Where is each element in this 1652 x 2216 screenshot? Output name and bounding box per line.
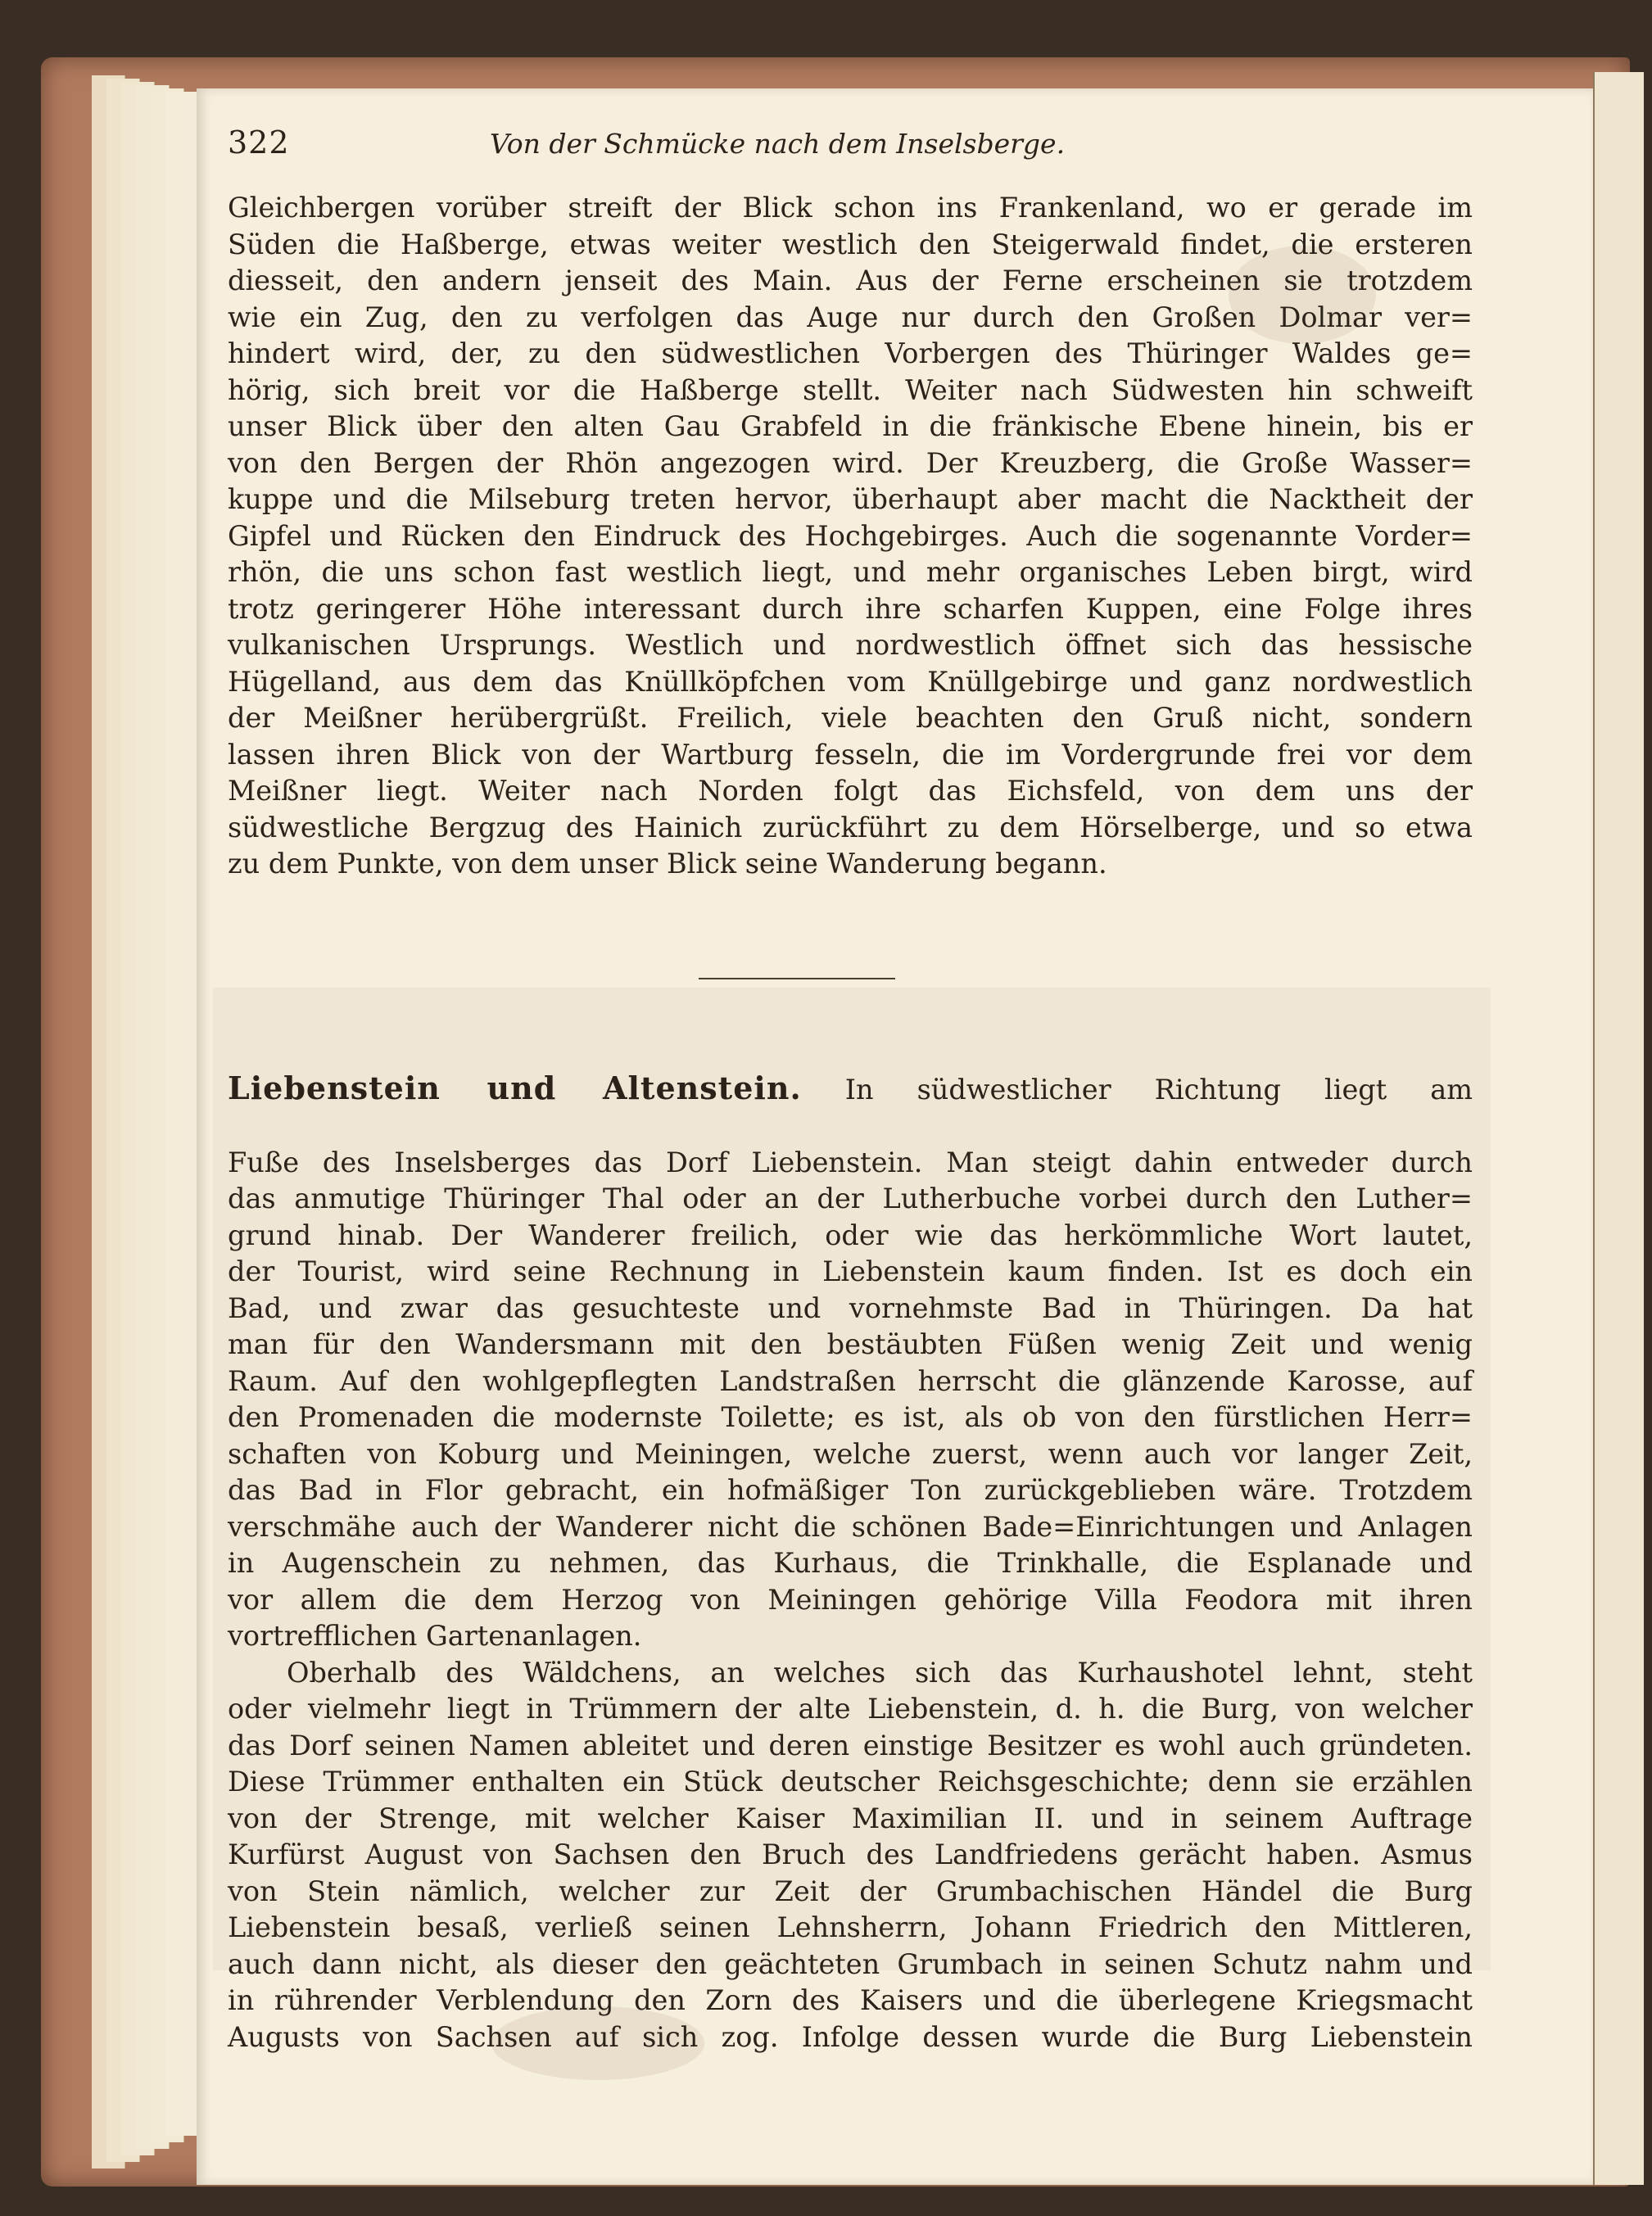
text-line: wie ein Zug, den zu verfolgen das Auge nur durch den Großen Dolmar ver= [228, 301, 1473, 333]
text-line: das Dorf seinen Namen ableitet und deren einstige Besitzer es wohl auch gründeten. [228, 1729, 1473, 1761]
text-line: der Tourist, wird seine Rechnung in Liebenstein kaum finden. Ist es doch ein [228, 1255, 1473, 1287]
text-line: von der Strenge, mit welcher Kaiser Maximilian II. und in seinem Auftrage [228, 1802, 1473, 1834]
text-line: Kurfürst August von Sachsen den Bruch des Landfriedens gerächt haben. Asmus [228, 1838, 1473, 1870]
section-divider [699, 978, 895, 979]
text-line: Diese Trümmer enthalten ein Stück deutscher Reichsgeschichte; denn sie erzählen [228, 1766, 1473, 1798]
text-line: vortrefflichen Gartenanlagen. [228, 1620, 642, 1652]
text-line: Gleichbergen vorüber streift der Blick schon ins Frankenland, wo er gerade im [228, 192, 1473, 224]
text-line: südwestliche Bergzug des Hainich zurückführt zu dem Hörselberge, und so etwa [228, 811, 1473, 843]
text-line: Meißner liegt. Weiter nach Norden folgt das Eichsfeld, von dem uns der [228, 775, 1473, 807]
text-line: von den Bergen der Rhön angezogen wird. Der Kreuzberg, die Große Wasser= [228, 446, 1473, 479]
text-line: hörig, sich breit vor die Haßberge stellt. Weiter nach Südwesten hin schweift [228, 373, 1473, 406]
text-line: man für den Wandersmann mit den bestäubten Füßen wenig Zeit und wenig [228, 1328, 1473, 1360]
text-line: vulkanischen Ursprungs. Westlich und nordwestlich öffnet sich das hessische [228, 629, 1473, 661]
text-line: Hügelland, aus dem das Knüllköpfchen vom Knüllgebirge und ganz nordwestlich [228, 665, 1473, 698]
page-number: 322 [228, 124, 290, 161]
running-head: Von der Schmücke nach dem Inselsberge. [489, 128, 1066, 160]
text-line: Süden die Haßberge, etwas weiter westlich den Steigerwald findet, die ersteren [228, 228, 1473, 260]
text-line: diesseit, den andern jenseit des Main. Aus der Ferne erscheinen sie trotzdem [228, 265, 1473, 296]
text-line: grund hinab. Der Wanderer freilich, oder wie das herkömmliche Wort lautet, [228, 1219, 1473, 1251]
text-line: kuppe und die Milseburg treten hervor, überhaupt aber macht die Nacktheit der [228, 483, 1473, 515]
text-line: oder vielmehr liegt in Trümmern der alte Liebenstein, d. h. die Burg, von welcher [228, 1693, 1473, 1725]
text-line: unser Blick über den alten Gau Grabfeld in die fränkische Ebene hinein, bis er [228, 410, 1473, 442]
text-line: Raum. Auf den wohlgepflegten Landstraßen herrscht die glänzende Karosse, auf [228, 1364, 1473, 1397]
text-line: Augusts von Sachsen auf sich zog. Infolge dessen wurde die Burg Liebenstein [228, 2020, 1473, 2053]
text-line: den Promenaden die modernste Toilette; es ist, als ob von den fürstlichen Herr= [228, 1401, 1473, 1433]
text-line: schaften von Koburg und Meiningen, welche zuerst, wenn auch vor langer Zeit, [228, 1437, 1473, 1470]
text-line: zu dem Punkte, von dem unser Blick seine Wanderung begann. [228, 848, 1107, 880]
section-title: Liebenstein und Altenstein. [228, 1069, 802, 1106]
text-line: in rührender Verblendung den Zorn des Kaisers und die überlegene Kriegsmacht [228, 1984, 1473, 2016]
facing-page-edge [1593, 72, 1644, 2185]
text-line: verschmähe auch der Wanderer nicht die schönen Bade=Einrichtungen und Anlagen [228, 1510, 1473, 1543]
text-line: vor allem die dem Herzog von Meiningen gehörige Villa Feodora mit ihren [228, 1583, 1473, 1616]
text-line: Gipfel und Rücken den Eindruck des Hochgebirges. Auch die sogenannte Vorder= [228, 519, 1473, 552]
text-line: lassen ihren Blick von der Wartburg fesseln, die im Vordergrunde frei vor dem [228, 738, 1473, 771]
section-first-line [228, 1070, 1473, 1109]
text-line: Bad, und zwar das gesuchteste und vornehmste Bad in Thüringen. Da hat [228, 1291, 1473, 1324]
section-first-line-text: In südwestlicher Richtung liegt am [844, 1073, 1473, 1106]
text-line: in Augenschein zu nehmen, das Kurhaus, die Trinkhalle, die Esplanade und [228, 1547, 1473, 1579]
text-line: hindert wird, der, zu den südwestlichen Vorbergen des Thüringer Waldes ge= [228, 337, 1473, 369]
text-line: Fuße des Inselsberges das Dorf Liebenstein. Man steigt dahin entweder durch [228, 1146, 1473, 1178]
text-line: das anmutige Thüringer Thal oder an der Lutherbuche vorbei durch den Luther= [228, 1183, 1473, 1214]
text-line: trotz geringerer Höhe interessant durch ihre scharfen Kuppen, eine Folge ihres [228, 592, 1473, 625]
text-line: Oberhalb des Wäldchens, an welches sich das Kurhaushotel lehnt, steht [287, 1656, 1473, 1689]
text-line: rhön, die uns schon fast westlich liegt, und mehr organisches Leben birgt, wird [228, 556, 1473, 588]
text-line: der Meißner herübergrüßt. Freilich, viele beachten den Gruß nicht, sondern [228, 702, 1473, 734]
paragraph-1 [228, 190, 1473, 883]
text-line: auch dann nicht, als dieser den geächteten Grumbach in seinen Schutz nahm und [228, 1947, 1473, 1980]
text-line: von Stein nämlich, welcher zur Zeit der Grumbachischen Händel die Burg [228, 1875, 1473, 1907]
text-line: das Bad in Flor gebracht, ein hofmäßiger Ton zurückgeblieben wäre. Trotzdem [228, 1474, 1473, 1506]
text-line: Liebenstein besaß, verließ seinen Lehnsherrn, Johann Friedrich den Mittleren, [228, 1911, 1473, 1943]
section-liebenstein [228, 1033, 1473, 2055]
